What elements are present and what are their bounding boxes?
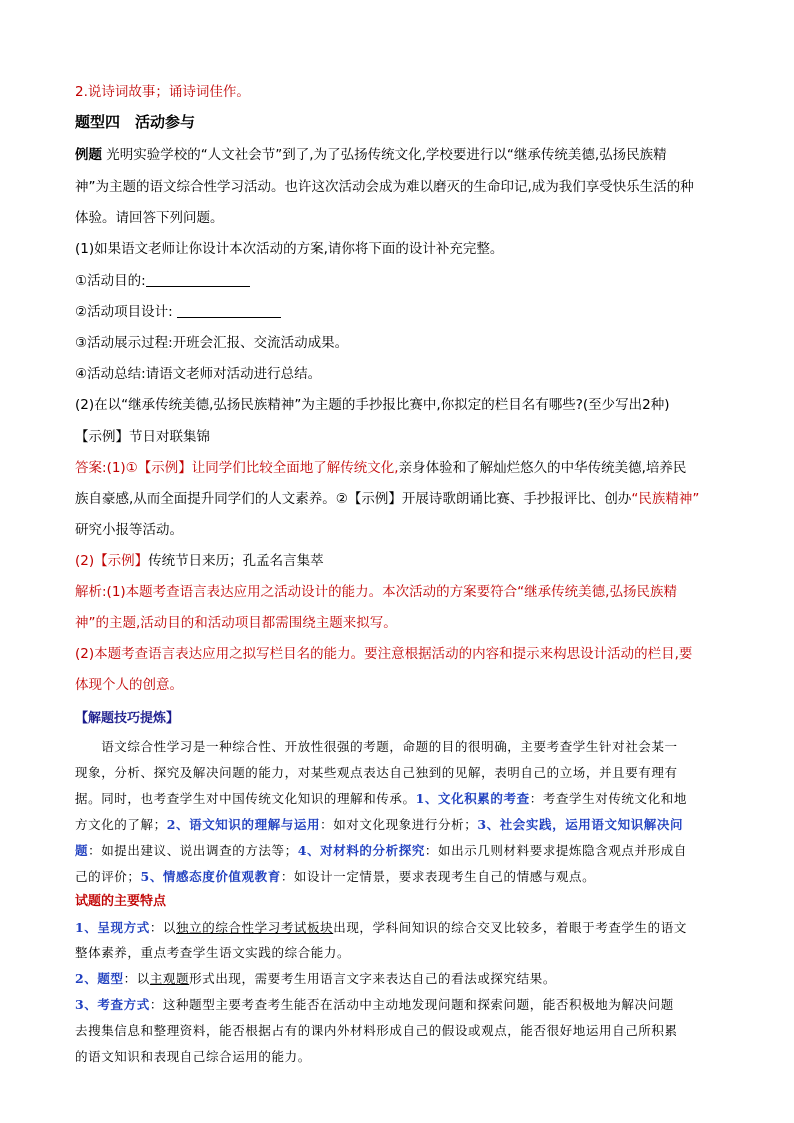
answer-line-2 — [75, 490, 699, 508]
feature-3-title: 3、考查方式 — [75, 997, 150, 1012]
tips-point-3: 3、社会实践，运用语文知识解决问 — [477, 817, 684, 832]
tips-p4-text: 方文化的了解； — [75, 817, 167, 832]
question-2: (2)在以“继承传统美德,弘扬民族精神”为主题的手抄报比赛中,你拟定的栏目名有哪些?(至少写出2种) — [75, 397, 670, 413]
tips-p4-mid: ：如对文化现象进行分析； — [320, 817, 478, 832]
feature-2-text: 形式出现，需要考生用语言文字来表达自己的看法或探究结果。 — [189, 971, 556, 986]
tips-point-2: 2、语文知识的理解与运用 — [166, 817, 321, 832]
answer-line-4 — [75, 552, 324, 570]
features-heading: 试题的主要特点 — [75, 894, 167, 909]
answer-blank-2[interactable] — [177, 304, 281, 318]
feature-3-cont-1: 去搜集信息和整理资料，能否根据占有的课内外材料形成自己的假设或观点，能否很好地运用自己所积累 — [75, 1023, 678, 1038]
tips-para-3 — [75, 790, 687, 808]
feature-2-underlined: 主观题 — [149, 971, 190, 986]
tips-p5-text: ：如提出建议、说出调查的方法等； — [88, 843, 298, 858]
tips-point-3-end: 题 — [75, 843, 89, 858]
example-label: 例题 — [75, 147, 102, 163]
item-1 — [75, 272, 250, 290]
answer-label: 答案: — [75, 460, 107, 476]
feature-1-cont: 整体素养，重点考查学生语文实践的综合能力。 — [75, 945, 351, 960]
analysis-line-2: 神”的主题,活动目的和活动项目都需围绕主题来拟写。 — [75, 615, 397, 631]
tips-p3-rest: ：考查学生对传统文化和地 — [529, 791, 687, 806]
analysis-line-1: 解析:(1)本题考查语言表达应用之活动设计的能力。本次活动的方案要符合“继承传统美德,弘扬民族精 — [75, 584, 677, 600]
feature-3-text: ：这种题型主要考查考生能否在活动中主动地发现问题和探索问题，能否积极地为解决问题 — [149, 997, 674, 1012]
line-poetry-story: 2.说诗词故事；诵诗词佳作。 — [75, 84, 250, 100]
example-line-2: 神”为主题的语文综合性学习活动。也许这次活动会成为难以磨灭的生命印记,成为我们享受快乐生活的种 — [75, 179, 694, 195]
tips-para-2: 现象，分析、探究及解决问题的能力，对某些观点表达自己独到的见解，表明自己的立场，并且要有理有 — [75, 765, 678, 780]
tips-p6-rest: ：如设计一定情景，要求表现考生自己的情感与观点。 — [280, 869, 596, 884]
feature-1-underlined: 独立的综合性学习考试板块 — [176, 920, 334, 935]
tips-p3-text: 据。同时，也考查学生对中国传统文化知识的理解和传承。 — [75, 791, 416, 806]
analysis-line-4: 体现个人的创意。 — [75, 677, 183, 693]
tips-para-6 — [75, 868, 595, 886]
answer-2c: “民族精神” — [631, 491, 700, 507]
answer-2b: 开展诗歌朗诵比赛、手抄报评比、创办 — [401, 491, 632, 507]
answer-1b: 亲身体验和了解灿烂悠久的中华传统美德,培养民 — [398, 460, 687, 476]
feature-2-title: 2、题型 — [75, 971, 124, 986]
answer-2a: 族自豪感,从而全面提升同学们的人文素养。②【示例】 — [75, 491, 402, 507]
answer-line-3: 研究小报等活动。 — [75, 522, 183, 538]
feature-1-text: 出现，学科间知识的综合交叉比较多，着眼于考查学生的语文 — [333, 920, 687, 935]
example-line-1 — [75, 146, 667, 164]
feature-1-title: 1、呈现方式 — [75, 920, 150, 935]
section-heading: 题型四 活动参与 — [75, 113, 196, 131]
tips-point-1: 1、文化积累的考查 — [415, 791, 530, 806]
feature-3-cont-2: 的语文知识和表现自己综合运用的能力。 — [75, 1049, 311, 1064]
tips-heading: 【解题技巧提炼】 — [75, 711, 180, 726]
item-4: ④活动总结:请语文老师对活动进行总结。 — [75, 366, 322, 382]
answer-4a: (2)【示例】 — [75, 553, 149, 569]
tips-para-5 — [75, 842, 687, 860]
feature-2-pre: ：以 — [123, 971, 150, 986]
tips-point-5: 5、情感态度价值观教育 — [140, 869, 281, 884]
feature-2 — [75, 970, 556, 988]
tips-point-4: 4、对材料的分析探究 — [297, 843, 425, 858]
tips-p5-rest: ：如出示几则材料要求提炼隐含观点并形成自 — [424, 843, 687, 858]
tips-para-1: 语文综合性学习是一种综合性、开放性很强的考题，命题的目的很明确，主要考查学生针对社会某一 — [75, 739, 678, 754]
example-line-3: 体验。请回答下列问题。 — [75, 210, 224, 226]
feature-1-pre: ：以 — [149, 920, 177, 935]
sample-answer: 【示例】节日对联集锦 — [75, 429, 210, 445]
tips-p6-text: 己的评价； — [75, 869, 141, 884]
item-1-label: ①活动目的: — [75, 273, 146, 289]
analysis-line-3: (2)本题考查语言表达应用之拟写栏目名的能力。要注意根据活动的内容和提示来构思设计活动的栏目,要 — [75, 646, 693, 662]
answer-blank-1[interactable] — [146, 273, 250, 287]
item-3: ③活动展示过程:开班会汇报、交流活动成果。 — [75, 335, 349, 351]
feature-1 — [75, 919, 687, 937]
question-1: (1)如果语文老师让你设计本次活动的方案,请你将下面的设计补充完整。 — [75, 241, 504, 257]
feature-3 — [75, 996, 674, 1014]
answer-4b: 传统节日来历；孔孟名言集萃 — [148, 553, 324, 569]
answer-line-1 — [75, 459, 686, 477]
answer-1a: (1)①【示例】让同学们比较全面地了解传统文化, — [106, 460, 399, 476]
item-2-label: ②活动项目设计: — [75, 304, 173, 320]
example-text-1: 光明实验学校的“人文社会节”到了,为了弘扬传统文化,学校要进行以“继承传统美德,弘扬民族精 — [102, 147, 667, 163]
tips-para-4 — [75, 816, 683, 834]
item-2 — [75, 303, 281, 321]
